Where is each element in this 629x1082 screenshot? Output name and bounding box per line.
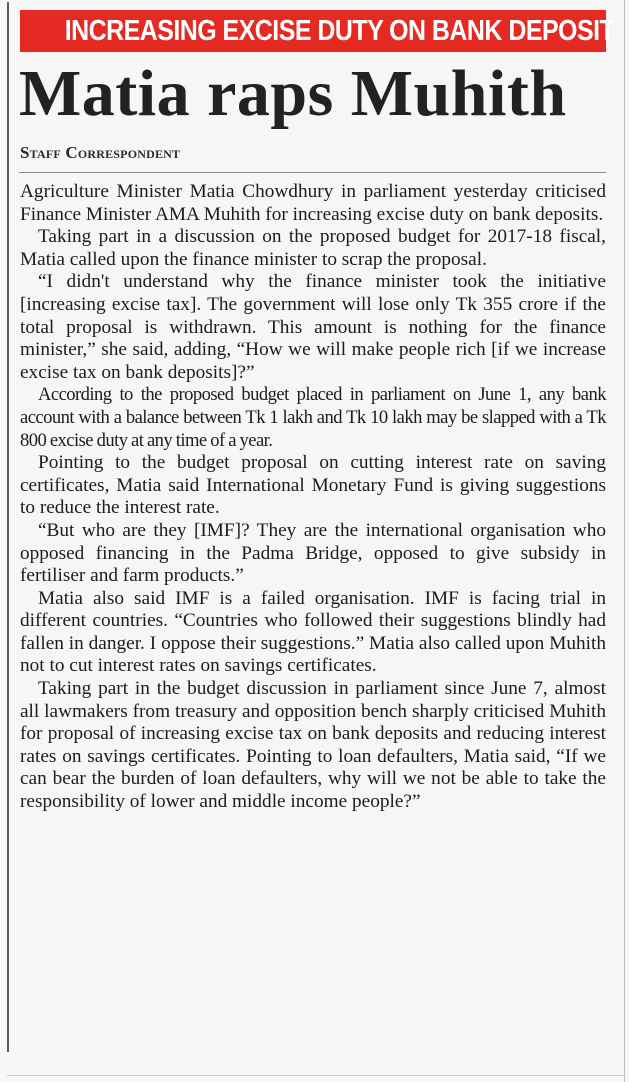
paragraph-5: Pointing to the budget proposal on cutting interest rate on saving certificates, Matia said International Monetary Fund is giving suggestions to reduce the interest rate. [20,452,606,519]
bottom-rule [7,1075,625,1076]
byline-divider [19,172,606,173]
paragraph-3: “I didn't understand why the finance minister took the initiative [increasing excise tax]. The government will lose only Tk 355 crore if the total proposal is withdrawn. This amount is nothing for the finance minister,” she said, adding, “How we will make people rich [if we increase excise tax on bank deposits]?” [20,271,606,383]
paragraph-1: Agriculture Minister Matia Chowdhury in parliament yesterday criticised Finance Minister AMA Muhith for increasing excise duty on bank deposits. [20,181,606,225]
paragraph-2: Taking part in a discussion on the proposed budget for 2017-18 fiscal, Matia called upon the finance minister to scrap the proposal. [20,226,606,270]
paragraph-4: According to the proposed budget placed in parliament on June 1, any bank account with a balance between Tk 1 lakh and Tk 10 lakh may be slapped with a Tk 800 excise duty at any time of a year. [20,384,606,451]
right-edge-rule [624,0,625,1082]
paragraph-6: “But who are they [IMF]? They are the international organisation who opposed financing in the Padma Bridge, opposed to give subsidy in fertiliser and farm products.” [20,519,606,587]
kicker-banner [20,10,615,52]
paragraph-7: Matia also said IMF is a failed organisation. IMF is facing trial in different countries. “Countries who followed their suggestions blindly had fallen in danger. I oppose their suggestions.” Matia also called upon Muhith not to cut interest rates on savings certificates. [20,587,606,677]
headline: Matia raps Muhith [19,57,567,130]
article-body [20,181,606,814]
byline: Staff Correspondent [20,143,181,162]
paragraph-8: Taking part in the budget discussion in parliament since June 7, almost all lawmakers from treasury and opposition bench sharply criticised Muhith for proposal of increasing excise tax on bank deposits and reducing interest rates on savings certificates. Pointing to loan defaulters, Matia said, “If we can bear the burden of loan defaulters, why will we not be able to take the responsibility of lower and middle income people?” [20,678,606,813]
left-column-rule [7,2,9,1052]
kicker-text: INCREASING EXCISE DUTY ON BANK DEPOSIT [64,15,615,47]
